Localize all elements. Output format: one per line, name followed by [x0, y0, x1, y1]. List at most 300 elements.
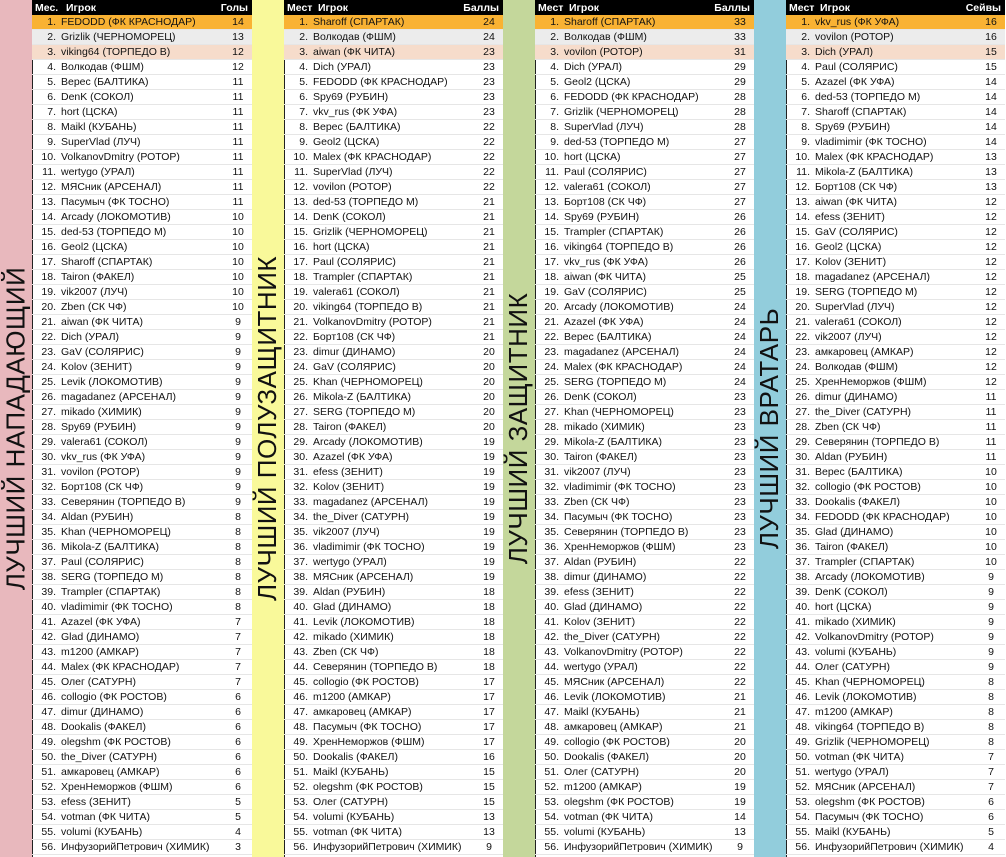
table-row	[284, 300, 503, 315]
row-rank: 2.	[550, 31, 559, 43]
table-row	[786, 90, 1005, 105]
table-row	[535, 570, 754, 585]
table-row	[786, 420, 1005, 435]
row-rank: 55.	[795, 826, 810, 838]
table-row	[786, 30, 1005, 45]
table-row	[535, 825, 754, 840]
row-value: 24	[483, 16, 495, 28]
row-value: 5	[235, 811, 241, 823]
row-rank: 27.	[293, 406, 308, 418]
row-rank: 19.	[795, 286, 810, 298]
row-rank: 13.	[544, 196, 559, 208]
table-row	[284, 615, 503, 630]
row-player: volumi (КУБАНЬ)	[313, 811, 395, 823]
row-value: 21	[734, 721, 746, 733]
row-value: 6	[235, 766, 241, 778]
table-row	[284, 285, 503, 300]
table-row	[535, 450, 754, 465]
row-value: 12	[985, 316, 997, 328]
row-player: votman (ФК ЧИТА)	[313, 826, 402, 838]
row-value: 12	[985, 196, 997, 208]
row-value: 8	[988, 676, 994, 688]
row-value: 12	[985, 226, 997, 238]
table-row	[284, 585, 503, 600]
row-value: 22	[483, 136, 495, 148]
row-value: 9	[486, 841, 492, 853]
table-row	[786, 105, 1005, 120]
row-player: the_Diver (САТУРН)	[564, 631, 661, 643]
row-player: wertygo (УРАЛ)	[61, 166, 135, 178]
row-rank: 20.	[293, 301, 308, 313]
row-value: 6	[235, 706, 241, 718]
row-player: hort (ЦСКА)	[313, 241, 370, 253]
row-player: Glad (ДИНАМО)	[313, 601, 392, 613]
row-value: 27	[734, 166, 746, 178]
row-player: Trampler (СПАРТАК)	[815, 556, 915, 568]
row-player: volumi (КУБАНЬ)	[564, 826, 646, 838]
row-rank: 52.	[293, 781, 308, 793]
row-rank: 25.	[544, 376, 559, 388]
row-player: Azazel (ФК УФА)	[815, 76, 895, 88]
row-player: votman (ФК ЧИТА)	[61, 811, 150, 823]
row-rank: 30.	[795, 451, 810, 463]
table-row	[786, 390, 1005, 405]
row-value: 22	[734, 556, 746, 568]
table-row	[786, 765, 1005, 780]
row-player: Борт108 (СК ЧФ)	[815, 181, 898, 193]
row-player: Glad (ДИНАМО)	[61, 631, 140, 643]
table-row	[786, 750, 1005, 765]
forwards-band	[0, 0, 33, 857]
table-row	[284, 60, 503, 75]
row-rank: 26.	[795, 391, 810, 403]
row-rank: 46.	[544, 691, 559, 703]
table-row	[32, 540, 252, 555]
row-rank: 7.	[47, 106, 56, 118]
row-player: Верес (БАЛТИКА)	[564, 331, 652, 343]
row-rank: 51.	[293, 766, 308, 778]
row-value: 27	[734, 181, 746, 193]
table-row	[535, 270, 754, 285]
row-player: Geol2 (ЦСКА)	[313, 136, 380, 148]
row-player: Trampler (СПАРТАК)	[564, 226, 664, 238]
row-player: hort (ЦСКА)	[61, 106, 118, 118]
table-row	[786, 45, 1005, 60]
table-row	[32, 600, 252, 615]
table-row	[786, 360, 1005, 375]
table-row	[32, 60, 252, 75]
row-player: Levik (ЛОКОМОТИВ)	[313, 616, 415, 628]
row-value: 7	[988, 781, 994, 793]
row-value: 19	[483, 556, 495, 568]
row-player: m1200 (АМКАР)	[313, 691, 391, 703]
row-rank: 33.	[293, 496, 308, 508]
row-rank: 27.	[795, 406, 810, 418]
row-player: Tairon (ФАКЕЛ)	[815, 541, 889, 553]
row-value: 9	[235, 331, 241, 343]
row-rank: 5.	[801, 76, 810, 88]
row-player: Paul (СОЛЯРИС)	[564, 166, 647, 178]
row-value: 27	[734, 196, 746, 208]
row-value: 9	[235, 406, 241, 418]
row-player: Paul (СОЛЯРИС)	[61, 556, 144, 568]
row-player: Борт108 (СК ЧФ)	[313, 331, 396, 343]
table-row	[535, 660, 754, 675]
row-player: Sharoff (СПАРТАК)	[313, 16, 405, 28]
table-row	[32, 375, 252, 390]
table-row	[284, 120, 503, 135]
row-rank: 47.	[544, 706, 559, 718]
table-row	[786, 120, 1005, 135]
row-rank: 6.	[47, 91, 56, 103]
row-rank: 29.	[41, 436, 56, 448]
table-row	[535, 15, 754, 30]
row-value: 22	[734, 586, 746, 598]
row-value: 10	[232, 226, 244, 238]
row-value: 17	[483, 736, 495, 748]
row-value: 6	[235, 781, 241, 793]
table-row	[284, 420, 503, 435]
table-row	[535, 285, 754, 300]
row-value: 27	[734, 151, 746, 163]
row-player: ded-53 (ТОРПЕДО М)	[313, 196, 419, 208]
row-rank: 36.	[293, 541, 308, 553]
header-player: Игрок	[569, 1, 600, 14]
row-value: 11	[985, 421, 997, 433]
row-player: Malex (ФК КРАСНОДАР)	[61, 661, 180, 673]
table-row	[786, 810, 1005, 825]
row-value: 12	[985, 346, 997, 358]
row-value: 22	[483, 181, 495, 193]
row-player: Tairon (ФАКЕЛ)	[313, 421, 387, 433]
row-rank: 51.	[544, 766, 559, 778]
row-rank: 10.	[544, 151, 559, 163]
row-value: 18	[483, 586, 495, 598]
goalkeepers-band	[754, 0, 787, 857]
table-row	[535, 555, 754, 570]
row-player: FEDODD (ФК КРАСНОДАР)	[815, 511, 950, 523]
row-player: vladimimir (ФК ТОСНО)	[815, 136, 927, 148]
table-row	[284, 315, 503, 330]
row-rank: 35.	[795, 526, 810, 538]
row-player: Aldan (РУБИН)	[61, 511, 134, 523]
table-row	[32, 510, 252, 525]
row-rank: 5.	[47, 76, 56, 88]
row-value: 26	[734, 241, 746, 253]
row-rank: 11.	[294, 166, 308, 178]
row-player: Dich (УРАЛ)	[564, 61, 623, 73]
row-player: Maikl (КУБАНЬ)	[564, 706, 640, 718]
row-rank: 42.	[293, 631, 308, 643]
row-player: viking64 (ТОРПЕДО В)	[815, 721, 925, 733]
table-row	[535, 840, 754, 855]
row-player: vkv_rus (ФК УФА)	[61, 451, 146, 463]
row-rank: 45.	[544, 676, 559, 688]
table-row	[284, 630, 503, 645]
row-player: Khan (ЧЕРНОМОРЕЦ)	[564, 406, 674, 418]
row-rank: 41.	[544, 616, 559, 628]
row-value: 22	[734, 616, 746, 628]
row-rank: 4.	[550, 61, 559, 73]
row-rank: 15.	[293, 226, 308, 238]
table-row	[786, 795, 1005, 810]
row-player: Levik (ЛОКОМОТИВ)	[815, 691, 917, 703]
table-row	[535, 525, 754, 540]
row-player: dimur (ДИНАМО)	[313, 346, 396, 358]
table-row	[32, 120, 252, 135]
row-player: DenK (СОКОЛ)	[815, 586, 888, 598]
row-value: 23	[734, 511, 746, 523]
row-rank: 56.	[544, 841, 559, 853]
row-player: magadanez (АРСЕНАЛ)	[815, 271, 930, 283]
row-value: 20	[483, 346, 495, 358]
table-row	[284, 105, 503, 120]
row-value: 23	[734, 451, 746, 463]
row-player: aiwan (ФК ЧИТА)	[815, 196, 897, 208]
table-row	[284, 270, 503, 285]
row-player: mikado (ХИМИК)	[61, 406, 142, 418]
row-value: 20	[483, 406, 495, 418]
row-value: 21	[483, 256, 495, 268]
table-row	[284, 510, 503, 525]
row-rank: 43.	[795, 646, 810, 658]
table-row	[32, 780, 252, 795]
row-rank: 10.	[795, 151, 810, 163]
row-player: Spy69 (РУБИН)	[313, 91, 389, 103]
row-player: vovilon (РОТОР)	[61, 466, 140, 478]
table-row	[32, 15, 252, 30]
row-rank: 54.	[795, 811, 810, 823]
row-player: Maikl (КУБАНЬ)	[815, 826, 891, 838]
row-rank: 50.	[293, 751, 308, 763]
row-value: 9	[988, 661, 994, 673]
row-rank: 16.	[544, 241, 559, 253]
table-row	[32, 420, 252, 435]
row-value: 10	[232, 301, 244, 313]
row-player: mikado (ХИМИК)	[564, 421, 645, 433]
row-value: 15	[483, 766, 495, 778]
table-row	[32, 630, 252, 645]
row-rank: 34.	[795, 511, 810, 523]
table-row	[284, 675, 503, 690]
row-value: 19	[483, 481, 495, 493]
row-rank: 9.	[550, 136, 559, 148]
row-player: viking64 (ТОРПЕДО В)	[564, 241, 674, 253]
row-rank: 24.	[795, 361, 810, 373]
row-player: Kolov (ЗЕНИТ)	[564, 616, 636, 628]
row-player: viking64 (ТОРПЕДО В)	[61, 46, 171, 58]
row-rank: 8.	[801, 121, 810, 133]
row-value: 11	[232, 196, 244, 208]
row-player: GaV (СОЛЯРИС)	[313, 361, 396, 373]
row-value: 15	[985, 46, 997, 58]
row-value: 23	[483, 106, 495, 118]
table-row	[786, 585, 1005, 600]
table-row	[32, 225, 252, 240]
row-value: 13	[985, 166, 997, 178]
row-rank: 43.	[544, 646, 559, 658]
row-player: the_Diver (САТУРН)	[61, 751, 158, 763]
table-row	[786, 300, 1005, 315]
row-rank: 4.	[47, 61, 56, 73]
row-rank: 22.	[795, 331, 810, 343]
row-player: vkv_rus (ФК УФА)	[313, 106, 398, 118]
row-player: Sharoff (СПАРТАК)	[815, 106, 907, 118]
table-row	[786, 180, 1005, 195]
table-row	[32, 360, 252, 375]
row-value: 8	[235, 511, 241, 523]
row-player: Борт108 (СК ЧФ)	[61, 481, 144, 493]
row-value: 12	[985, 286, 997, 298]
row-player: valera61 (СОКОЛ)	[815, 316, 902, 328]
row-rank: 49.	[544, 736, 559, 748]
row-value: 17	[483, 706, 495, 718]
row-value: 11	[232, 181, 244, 193]
table-row	[535, 465, 754, 480]
row-value: 9	[988, 631, 994, 643]
row-player: Sharoff (СПАРТАК)	[61, 256, 153, 268]
row-rank: 40.	[293, 601, 308, 613]
row-rank: 42.	[41, 631, 56, 643]
row-player: амкаровец (АМКАР)	[564, 721, 663, 733]
row-rank: 52.	[795, 781, 810, 793]
row-rank: 42.	[795, 631, 810, 643]
row-player: Geol2 (ЦСКА)	[564, 76, 631, 88]
row-rank: 37.	[293, 556, 308, 568]
row-value: 28	[734, 91, 746, 103]
row-value: 10	[985, 556, 997, 568]
row-rank: 21.	[795, 316, 810, 328]
table-row	[284, 480, 503, 495]
table-row	[786, 315, 1005, 330]
table-row	[32, 555, 252, 570]
row-value: 24	[483, 31, 495, 43]
row-player: Spy69 (РУБИН)	[815, 121, 891, 133]
row-value: 10	[232, 211, 244, 223]
row-player: Tairon (ФАКЕЛ)	[564, 451, 638, 463]
table-row	[535, 60, 754, 75]
table-row	[32, 645, 252, 660]
table-row	[786, 435, 1005, 450]
row-rank: 24.	[293, 361, 308, 373]
row-rank: 35.	[293, 526, 308, 538]
table-row	[284, 165, 503, 180]
row-rank: 1.	[801, 16, 810, 28]
row-rank: 47.	[41, 706, 56, 718]
row-player: aiwan (ФК ЧИТА)	[61, 316, 143, 328]
header-value: Баллы	[714, 1, 750, 14]
table-row	[786, 705, 1005, 720]
table-row	[284, 135, 503, 150]
row-player: Sharoff (СПАРТАК)	[564, 16, 656, 28]
table-row	[32, 480, 252, 495]
row-value: 10	[985, 511, 997, 523]
row-value: 6	[235, 691, 241, 703]
row-rank: 6.	[299, 91, 308, 103]
table-row	[786, 375, 1005, 390]
row-player: VolkanovDmitry (РОТОР)	[564, 646, 683, 658]
row-rank: 53.	[293, 796, 308, 808]
table-row	[535, 510, 754, 525]
row-value: 14	[985, 106, 997, 118]
row-player: wertygo (УРАЛ)	[564, 661, 638, 673]
row-value: 22	[734, 661, 746, 673]
table-row	[786, 270, 1005, 285]
row-rank: 18.	[544, 271, 559, 283]
row-player: SERG (ТОРПЕДО М)	[313, 406, 416, 418]
header-player: Игрок	[318, 1, 349, 14]
row-rank: 17.	[41, 256, 56, 268]
row-value: 10	[232, 241, 244, 253]
row-rank: 3.	[801, 46, 810, 58]
table-row	[786, 405, 1005, 420]
row-player: Trampler (СПАРТАК)	[313, 271, 413, 283]
row-rank: 30.	[544, 451, 559, 463]
row-player: Dookalis (ФАКЕЛ)	[61, 721, 146, 733]
row-player: ХренНеморжов (ФШМ)	[61, 781, 173, 793]
row-value: 9	[235, 466, 241, 478]
row-value: 26	[734, 211, 746, 223]
row-value: 8	[235, 571, 241, 583]
table-row	[786, 255, 1005, 270]
table-row	[535, 705, 754, 720]
row-rank: 20.	[544, 301, 559, 313]
row-player: vik2007 (ЛУЧ)	[313, 526, 380, 538]
row-player: Mikola-Z (БАЛТИКА)	[564, 436, 663, 448]
header-rank: Мест	[538, 1, 564, 14]
row-rank: 31.	[293, 466, 308, 478]
row-player: vik2007 (ЛУЧ)	[61, 286, 128, 298]
row-value: 4	[988, 841, 994, 853]
row-rank: 43.	[41, 646, 56, 658]
row-rank: 4.	[801, 61, 810, 73]
row-player: SERG (ТОРПЕДО М)	[815, 286, 918, 298]
row-player: vovilon (РОТОР)	[815, 31, 894, 43]
table-row	[535, 135, 754, 150]
row-rank: 34.	[293, 511, 308, 523]
table-row	[32, 315, 252, 330]
table-row	[32, 150, 252, 165]
row-rank: 12.	[41, 181, 56, 193]
row-player: Malex (ФК КРАСНОДАР)	[564, 361, 683, 373]
row-rank: 2.	[299, 31, 308, 43]
row-value: 14	[985, 91, 997, 103]
row-player: Верес (БАЛТИКА)	[815, 466, 903, 478]
row-player: vovilon (РОТОР)	[564, 46, 643, 58]
row-value: 20	[483, 361, 495, 373]
row-value: 19	[734, 796, 746, 808]
header-player: Игрок	[820, 1, 851, 14]
table-row	[32, 255, 252, 270]
row-player: valera61 (СОКОЛ)	[313, 286, 400, 298]
table-row	[535, 480, 754, 495]
row-rank: 30.	[41, 451, 56, 463]
row-value: 9	[737, 841, 743, 853]
row-rank: 51.	[795, 766, 810, 778]
row-rank: 22.	[293, 331, 308, 343]
table-row	[786, 150, 1005, 165]
row-player: МЯСник (АРСЕНАЛ)	[313, 571, 414, 583]
row-rank: 40.	[795, 601, 810, 613]
row-rank: 13.	[41, 196, 56, 208]
table-row	[786, 75, 1005, 90]
row-player: Azazel (ФК УФА)	[564, 316, 644, 328]
row-player: dimur (ДИНАМО)	[815, 391, 898, 403]
row-value: 11	[985, 451, 997, 463]
table-row	[32, 405, 252, 420]
row-rank: 13.	[795, 196, 810, 208]
row-rank: 23.	[293, 346, 308, 358]
